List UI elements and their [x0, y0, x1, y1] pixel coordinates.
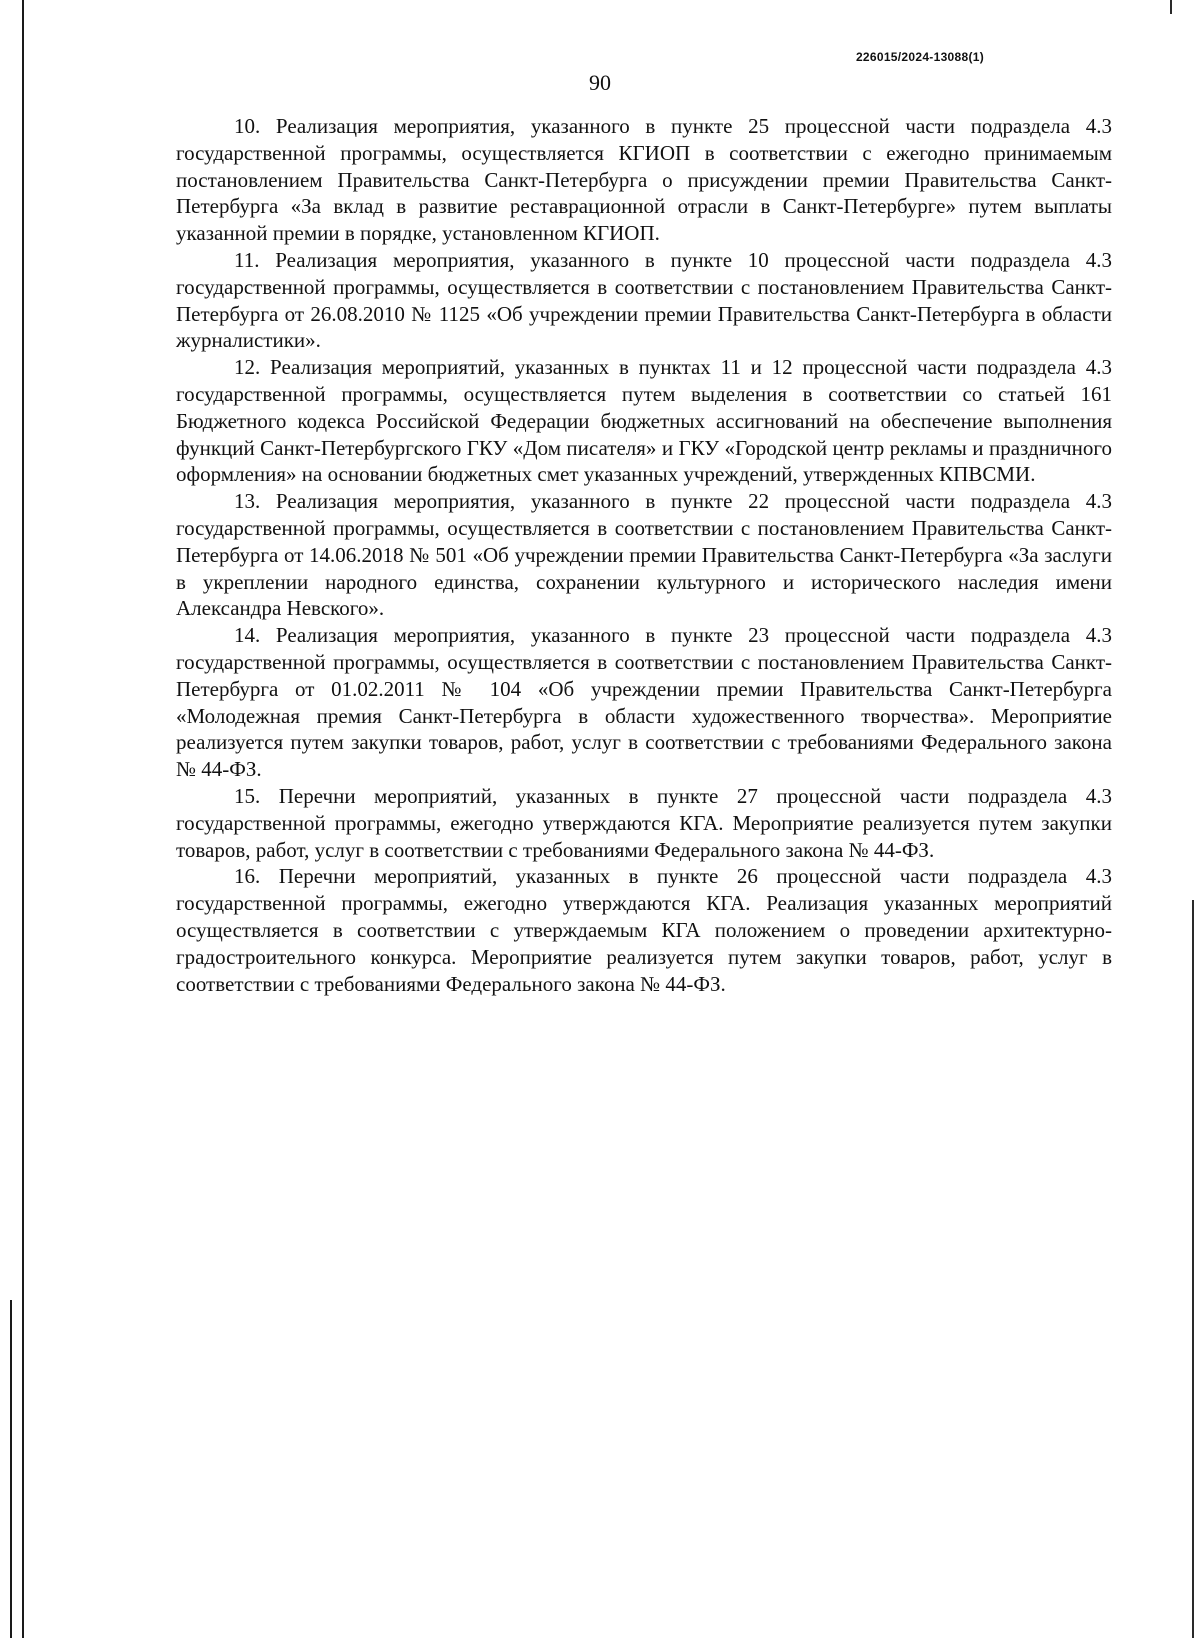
paragraph-16: 16. Перечни мероприятий, указанных в пункте 26 процессной части подраздела 4.3 государственной программы, ежегодно утверждаются КГА. Реализация указанных мероприятий осуществляется в соответствии с утверждаемым КГА положением о проведении архитектурно-градостроительного конкурса. Мероприятие реализуется путем закупки товаров, работ, услуг в соответствии с требованиями Федерального закона № 44-ФЗ. — [176, 864, 1112, 996]
paragraph-15: 15. Перечни мероприятий, указанных в пункте 27 процессной части подраздела 4.3 государственной программы, ежегодно утверждаются КГА. Мероприятие реализуется путем закупки товаров, работ, услуг в соответствии с требованиями Федерального закона № 44-ФЗ. — [176, 783, 1112, 862]
page-number: 90 — [589, 70, 611, 95]
scan-edge-left-lower — [10, 1300, 12, 1638]
scan-edge-right-top — [1170, 0, 1172, 14]
paragraph-10: 10. Реализация мероприятия, указанного в пункте 25 процессной части подраздела 4.3 государственной программы, осуществляется КГИОП в соответствии с ежегодно принимаемым постановлением Правительства Санкт-Петербурга о присуждении премии Правительства Санкт-Петербурга «За вклад в развитие реставрационной отрасли в Санкт-Петербурге» путем выплаты указанной премии в порядке, установленном КГИОП. — [176, 114, 1112, 246]
paragraph-14: 14. Реализация мероприятия, указанного в пункте 23 процессной части подраздела 4.3 государственной программы, осуществляется в соответствии с постановлением Правительства Санкт-Петербурга от 01.02.2011 № 104 «Об учреждении премии Правительства Санкт-Петербурга «Молодежная премия Санкт-Петербурга в области художественного творчества». Мероприятие реализуется путем закупки товаров, работ, услуг в соответствии с требованиями Федерального закона № 44-ФЗ. — [176, 623, 1112, 782]
document-body — [176, 113, 1112, 997]
document-id: 226015/2024-13088(1) — [855, 50, 985, 64]
paragraph-13: 13. Реализация мероприятия, указанного в пункте 22 процессной части подраздела 4.3 государственной программы, осуществляется в соответствии с постановлением Правительства Санкт-Петербурга от 14.06.2018 № 501 «Об учреждении премии Правительства Санкт-Петербурга «За заслуги в укреплении народного единства, сохранении культурного и исторического наследия имени Александра Невского». — [176, 489, 1112, 621]
paragraph-12: 12. Реализация мероприятий, указанных в пунктах 11 и 12 процессной части подраздела 4.3 государственной программы, осуществляется путем выделения в соответствии со статьей 161 Бюджетного кодекса Российской Федерации бюджетных ассигнований на обеспечение выполнения функций Санкт-Петербургского ГКУ «Дом писателя» и ГКУ «Городской центр рекламы и праздничного оформления» на основании бюджетных смет указанных учреждений, утвержденных КПВСМИ. — [176, 355, 1112, 487]
paragraph-11: 11. Реализация мероприятия, указанного в пункте 10 процессной части подраздела 4.3 государственной программы, осуществляется в соответствии с постановлением Правительства Санкт-Петербурга от 26.08.2010 № 1125 «Об учреждении премии Правительства Санкт-Петербурга в области журналистики». — [176, 247, 1112, 353]
scan-edge-left — [22, 0, 24, 1638]
scan-edge-right — [1192, 900, 1194, 1638]
